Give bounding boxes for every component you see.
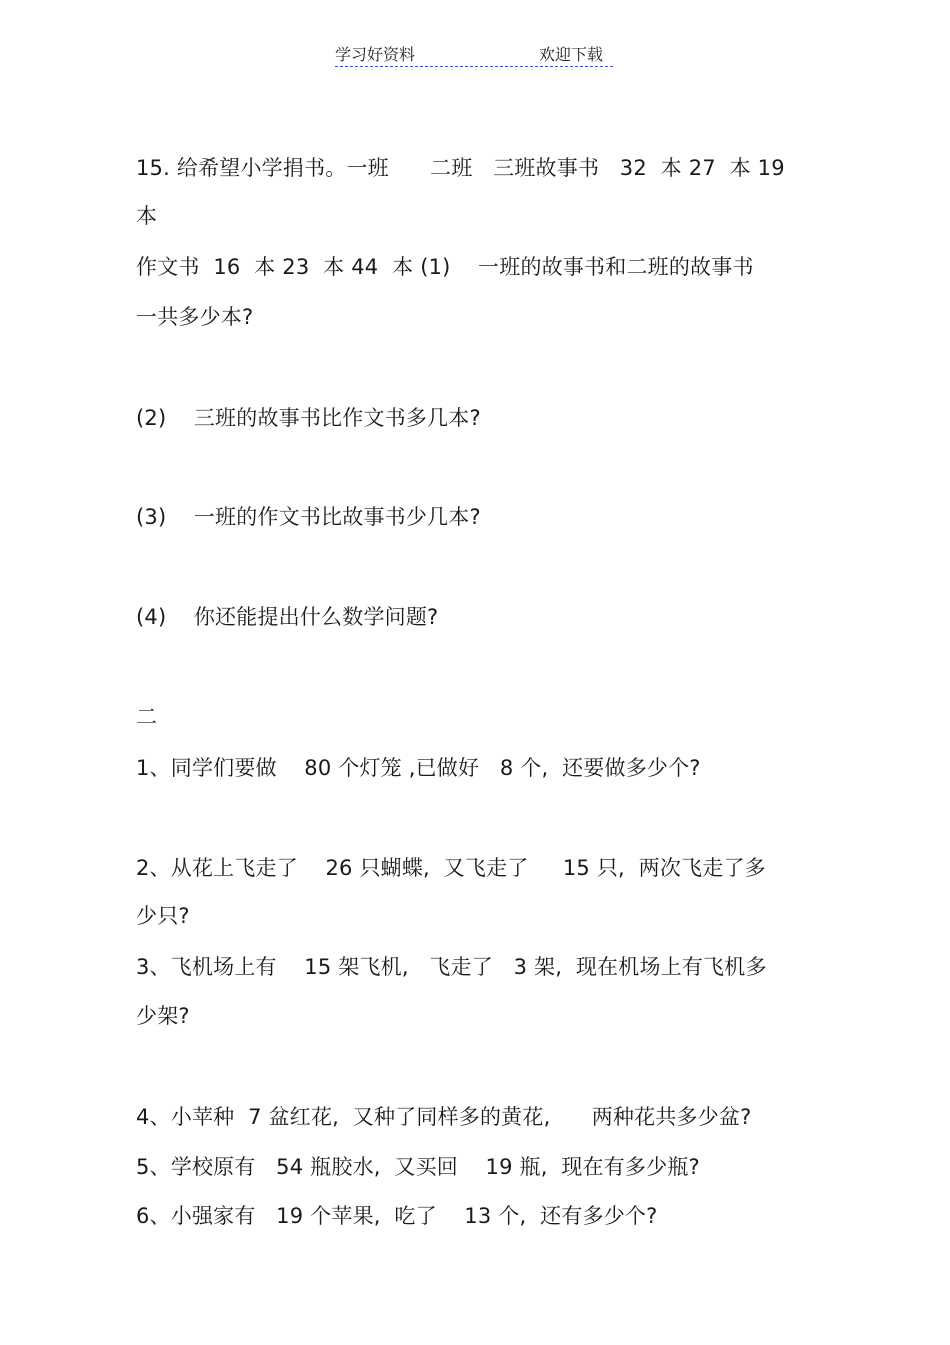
item-3-line-2: 少架? xyxy=(136,1004,190,1028)
problem-15-line-1: 15. 给希望小学捐书。一班 二班 三班故事书 32 本 27 本 19 xyxy=(136,156,785,180)
item-3-line-1: 3、飞机场上有 15 架飞机, 飞走了 3 架, 现在机场上有飞机多 xyxy=(136,955,767,979)
problem-15-line-3: 作文书 16 本 23 本 44 本 (1) 一班的故事书和二班的故事书 xyxy=(136,255,754,279)
item-1: 1、同学们要做 80 个灯笼 ,已做好 8 个, 还要做多少个? xyxy=(136,756,701,780)
item-4: 4、小苹种 7 盆红花, 又种了同样多的黄花, 两种花共多少盆? xyxy=(136,1105,752,1129)
question-3: (3) 一班的作文书比故事书少几本? xyxy=(136,505,481,529)
problem-15-line-4: 一共多少本? xyxy=(136,305,254,329)
page-header xyxy=(335,40,613,67)
problem-15-line-2: 本 xyxy=(136,204,158,228)
header-right-text: 欢迎下载 xyxy=(539,45,604,64)
item-6: 6、小强家有 19 个苹果, 吃了 13 个, 还有多少个? xyxy=(136,1204,658,1228)
item-2-line-1: 2、从花上飞走了 26 只蝴蝶, 又飞走了 15 只, 两次飞走了多 xyxy=(136,856,766,880)
question-4: (4) 你还能提出什么数学问题? xyxy=(136,605,439,629)
section-heading: 二 xyxy=(136,705,158,729)
question-2: (2) 三班的故事书比作文书多几本? xyxy=(136,406,481,430)
item-2-line-2: 少只? xyxy=(136,904,190,928)
header-left-text: 学习好资料 xyxy=(335,45,416,64)
item-5: 5、学校原有 54 瓶胶水, 又买回 19 瓶, 现在有多少瓶? xyxy=(136,1155,700,1179)
